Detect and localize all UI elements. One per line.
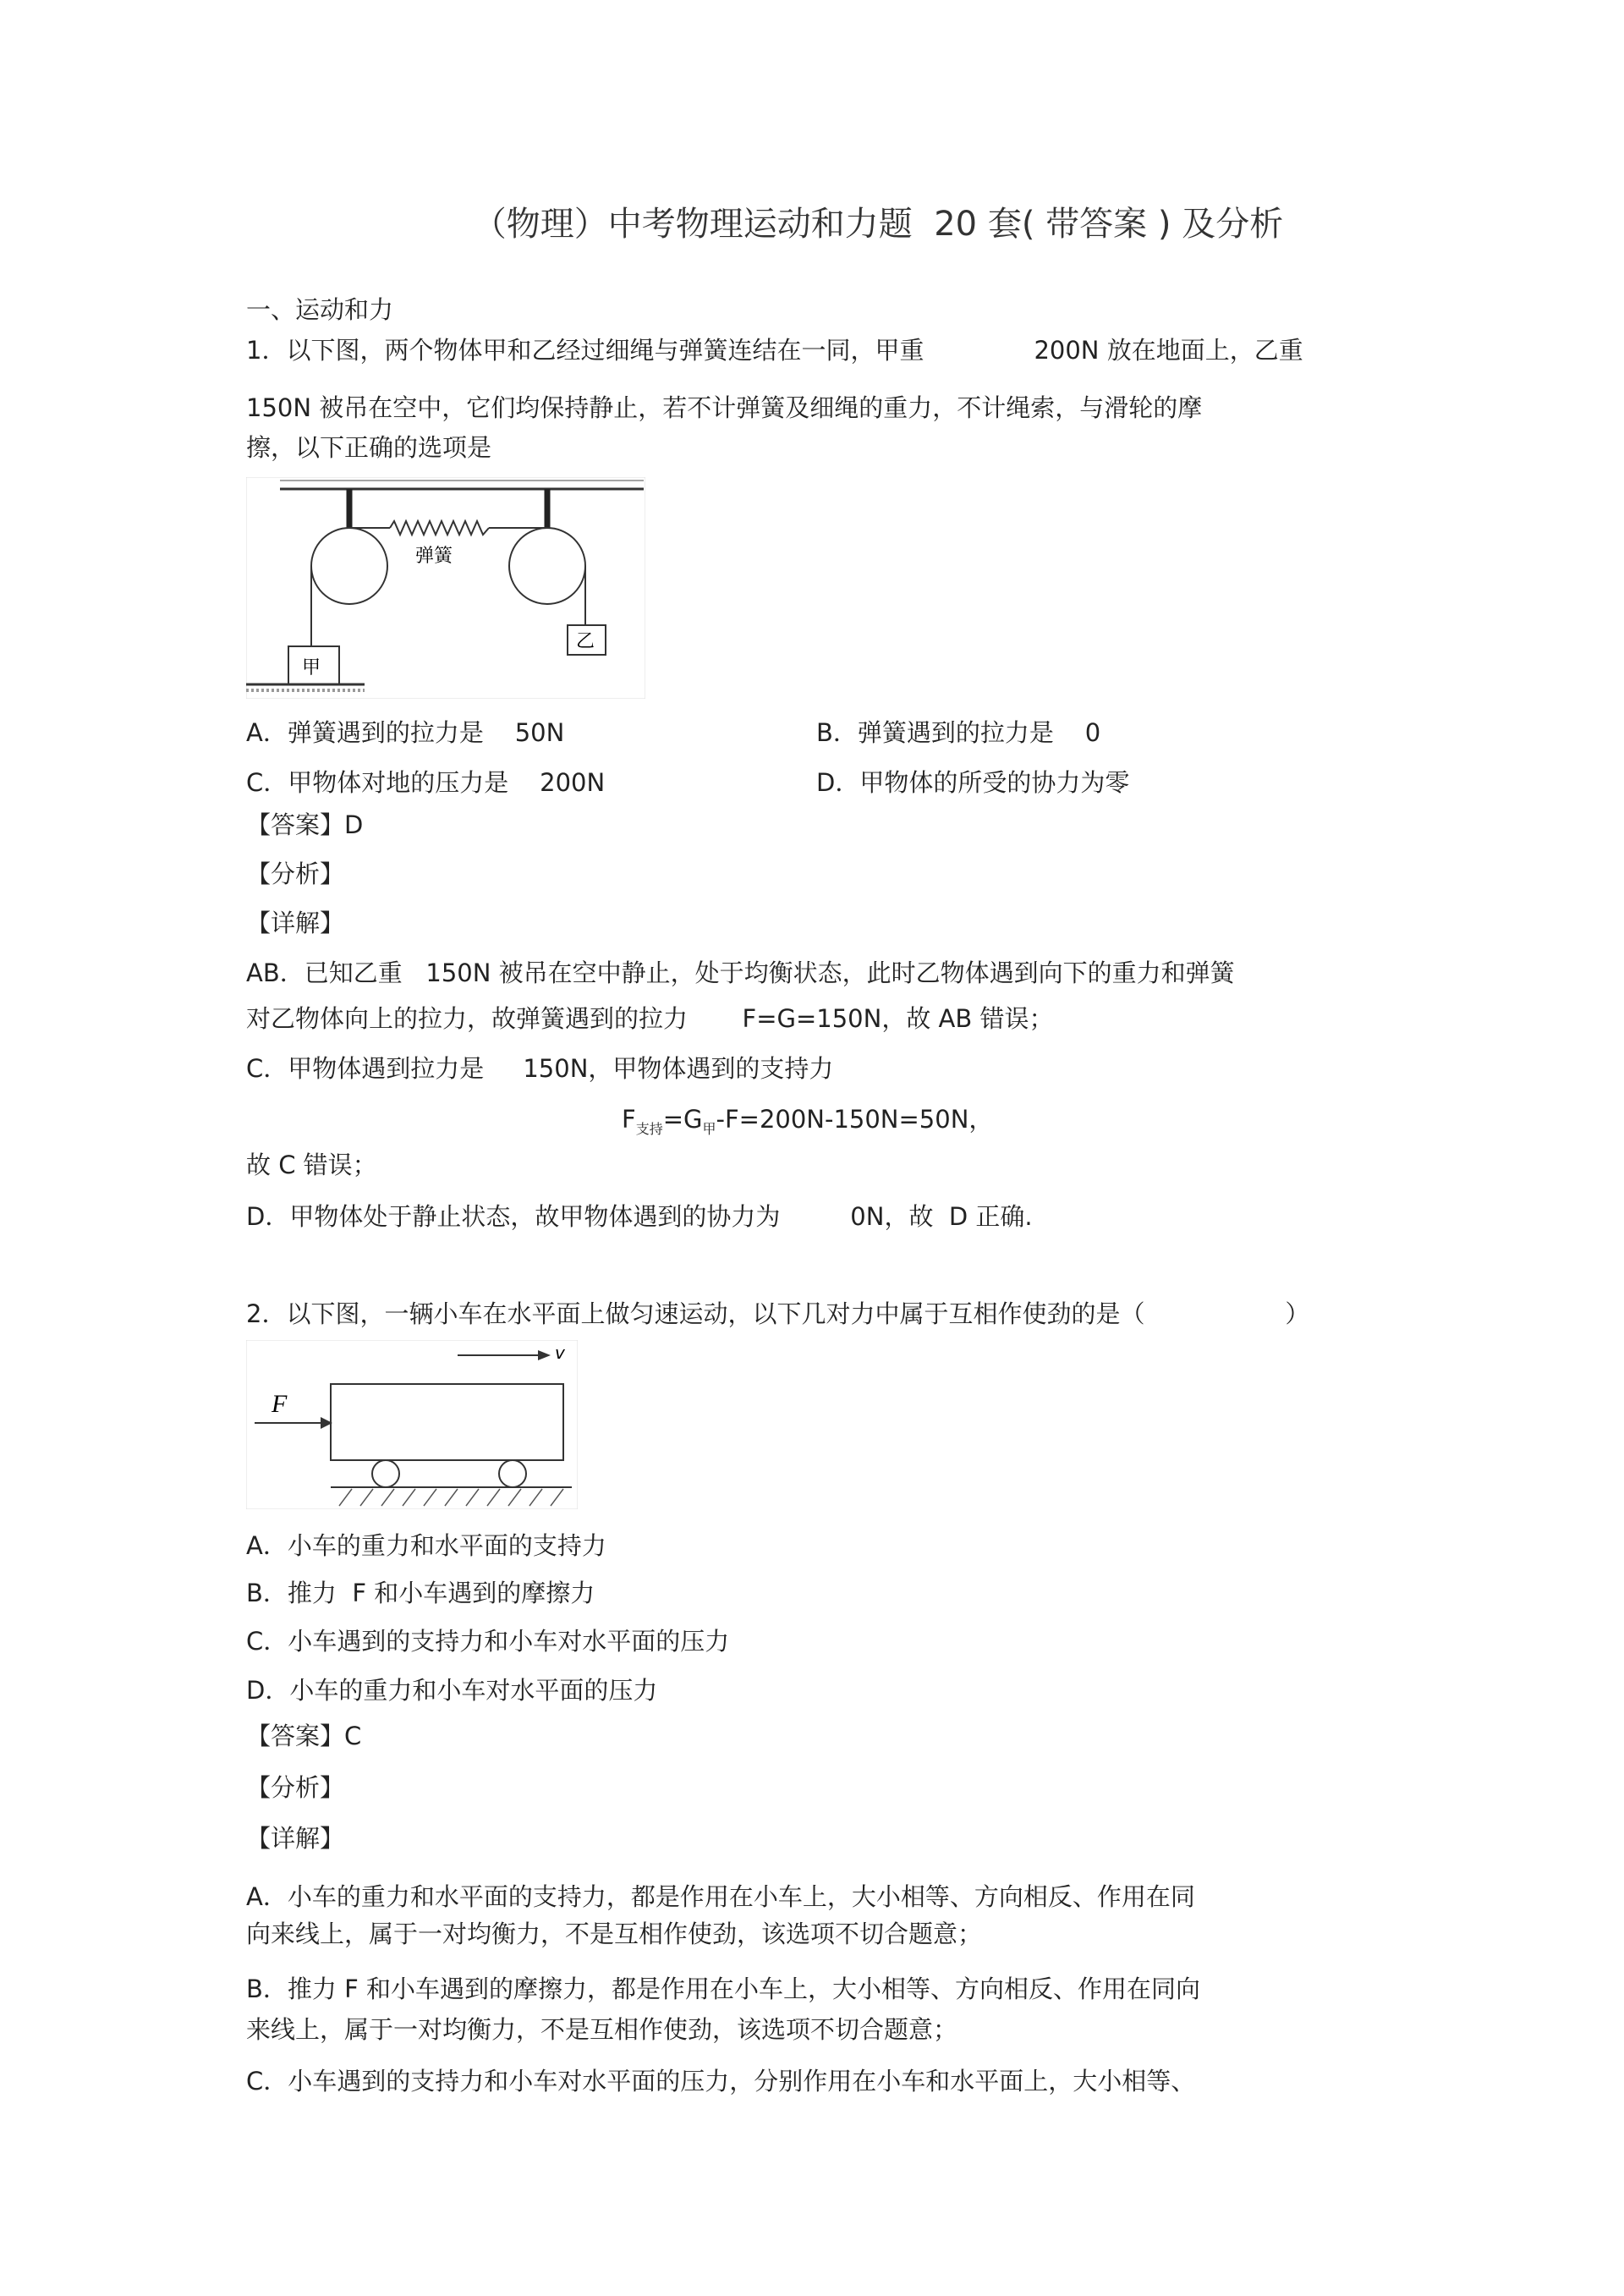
q2-stem: 2．以下图，一辆小车在水平面上做匀速运动，以下几对力中属于互相作使劲的是（ ）	[246, 1299, 1310, 1328]
q2-detail-line: 来线上，属于一对均衡力，不是互相作使劲，该选项不切合题意；	[246, 2015, 958, 2044]
q2-analysis-label: 【分析】	[246, 1773, 345, 1802]
q1-option-c: C．甲物体对地的压力是 200N	[246, 768, 606, 797]
page-title: （物理）中考物理运动和力题 20 套( 带答案 ) 及分析	[472, 205, 1284, 244]
q1-detail-line: 故 C 错误；	[246, 1151, 377, 1179]
q2-detail-line: C．小车遇到的支持力和小车对水平面的压力，分别作用在小车和水平面上，大小相等、	[246, 2067, 1196, 2096]
q2-answer: 【答案】C	[246, 1722, 362, 1750]
q1-stem-line-3: 擦，以下正确的选项是	[246, 433, 492, 462]
q1-pulley-figure	[246, 477, 645, 699]
q1-formula	[622, 1104, 993, 1145]
q1-stem-line-2: 150N 被吊在空中，它们均保持静止，若不计弹簧及细绳的重力，不计绳索，与滑轮的摩	[246, 393, 1203, 422]
formula-subscript: 甲	[702, 1120, 716, 1137]
formula-subscript: 支持	[635, 1120, 663, 1137]
q2-detail-label: 【详解】	[246, 1824, 345, 1853]
q2-option-d: D．小车的重力和小车对水平面的压力	[246, 1676, 658, 1705]
q2-option-b: B．推力 F 和小车遇到的摩擦力	[246, 1579, 595, 1607]
q1-answer: 【答案】D	[246, 810, 364, 839]
yi-label: 乙	[576, 631, 595, 652]
q1-detail-line: AB．已知乙重 150N 被吊在空中静止，处于均衡状态，此时乙物体遇到向下的重力和弹簧	[246, 958, 1235, 987]
q1-option-a: A．弹簧遇到的拉力是 50N	[246, 718, 565, 747]
q2-detail-line: B．推力 F 和小车遇到的摩擦力，都是作用在小车上，大小相等、方向相反、作用在同向	[246, 1975, 1201, 2003]
formula-part: F	[622, 1105, 636, 1134]
velocity-label: v	[555, 1343, 565, 1363]
formula-part: -F=200N-150N=50N，	[716, 1105, 994, 1134]
spring-label: 弹簧	[415, 546, 453, 567]
q1-analysis-label: 【分析】	[246, 860, 345, 888]
q2-cart-figure	[246, 1340, 578, 1509]
q2-detail-line: 向来线上，属于一对均衡力，不是互相作使劲，该选项不切合题意；	[246, 1920, 983, 1948]
q2-option-a: A．小车的重力和水平面的支持力	[246, 1531, 606, 1560]
jia-label: 甲	[302, 657, 321, 678]
q1-option-b: B．弹簧遇到的拉力是 0	[816, 718, 1101, 747]
q1-detail-line: D．甲物体处于静止状态，故甲物体遇到的协力为 0N，故 D 正确.	[246, 1202, 1033, 1231]
q2-option-c: C．小车遇到的支持力和小车对水平面的压力	[246, 1627, 730, 1656]
q1-option-d: D．甲物体的所受的协力为零	[816, 768, 1130, 797]
q2-detail-line: A．小车的重力和水平面的支持力，都是作用在小车上，大小相等、方向相反、作用在同	[246, 1882, 1195, 1911]
force-label: F	[272, 1390, 288, 1418]
q1-detail-line: 对乙物体向上的拉力，故弹簧遇到的拉力 F=G=150N，故 AB 错误；	[246, 1004, 1054, 1033]
formula-part: =G	[662, 1105, 703, 1134]
q1-stem-part: 1．以下图，两个物体甲和乙经过细绳与弹簧连结在一同，甲重	[246, 336, 924, 365]
section-heading: 一、运动和力	[246, 295, 394, 324]
q1-detail-line: C．甲物体遇到拉力是 150N，甲物体遇到的支持力	[246, 1054, 834, 1083]
q1-stem-part: 200N 放在地面上，乙重	[1034, 336, 1303, 365]
q1-stem-line-1	[246, 335, 1303, 365]
q1-detail-label: 【详解】	[246, 909, 345, 937]
